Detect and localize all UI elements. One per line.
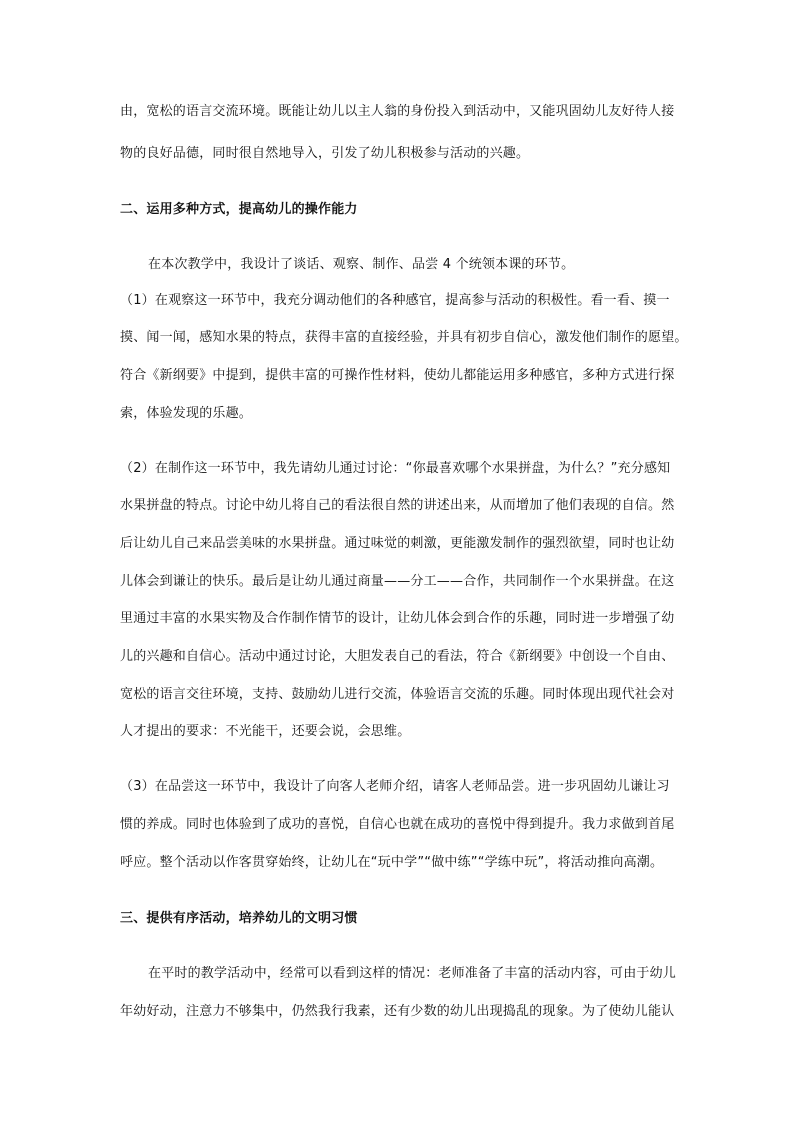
section-heading-2: 二、运用多种方式，提高幼儿的操作能力 xyxy=(120,202,358,217)
paragraph-line: （3）在品尝这一环节中，我设计了向客人老师介绍，请客人老师品尝。进一步巩固幼儿谦让习 xyxy=(120,779,670,794)
paragraph-line: 水果拼盘的特点。讨论中幼儿将自己的看法很自然的讲述出来，从而增加了他们表现的自信。然 xyxy=(120,498,675,513)
paragraph-line: 后让幼儿自己来品尝美味的水果拼盘。通过味觉的刺激，更能激发制作的强烈欲望，同时也让幼 xyxy=(120,536,675,551)
paragraph-line: 年幼好动，注意力不够集中，仍然我行我素，还有少数的幼儿出现捣乱的现象。为了使幼儿能认 xyxy=(120,1004,675,1019)
paragraph-line: 在本次教学中，我设计了谈话、观察、制作、品尝 4 个统领本课的环节。 xyxy=(148,257,575,272)
paragraph-line: （2）在制作这一环节中，我先请幼儿通过讨论：“你最喜欢哪个水果拼盘，为什么？”充分感知 xyxy=(120,461,671,476)
paragraph-line: （1）在观察这一环节中，我充分调动他们的各种感官，提高参与活动的积极性。看一看、摸一 xyxy=(120,293,670,308)
paragraph-line: 物的良好品德，同时很自然地导入，引发了幼儿积极参与活动的兴趣。 xyxy=(120,146,530,161)
paragraph-line: 在平时的教学活动中，经常可以看到这样的情况：老师准备了丰富的活动内容，可由于幼儿 xyxy=(148,966,677,981)
paragraph-line: 摸、闻一闻，感知水果的特点，获得丰富的直接经验，并具有初步自信心，激发他们制作的愿望。 xyxy=(120,330,688,345)
paragraph-line: 索，体验发现的乐趣。 xyxy=(120,406,253,421)
paragraph-line: 由，宽松的语言交流环境。既能让幼儿以主人翁的身份投入到活动中，又能巩固幼儿友好待人接 xyxy=(120,104,675,119)
paragraph-line: 人才提出的要求：不光能干，还要会说，会思维。 xyxy=(120,724,411,739)
section-heading-3: 三、提供有序活动，培养幼儿的文明习惯 xyxy=(120,911,358,926)
paragraph-line: 惯的养成。同时也体验到了成功的喜悦，自信心也就在成功的喜悦中得到提升。我力求做到首尾 xyxy=(120,817,675,832)
paragraph-line: 儿的兴趣和自信心。活动中通过讨论，大胆发表自己的看法，符合《新纲要》中创设一个自由、 xyxy=(120,649,675,664)
paragraph-line: 宽松的语言交往环境，支持、鼓励幼儿进行交流，体验语言交流的乐趣。同时体现出现代社会对 xyxy=(120,687,675,702)
paragraph-line: 里通过丰富的水果实物及合作制作情节的设计，让幼儿体会到合作的乐趣，同时进一步增强了幼 xyxy=(120,611,675,626)
paragraph-line: 儿体会到谦让的快乐。最后是让幼儿通过商量——分工——合作，共同制作一个水果拼盘。在这 xyxy=(120,574,675,589)
paragraph-line: 呼应。整个活动以作客贯穿始终，让幼儿在“玩中学”“做中练”“学练中玩”，将活动推向高潮。 xyxy=(120,855,664,870)
paragraph-line: 符合《新纲要》中提到，提供丰富的可操作性材料，使幼儿都能运用多种感官，多种方式进行探 xyxy=(120,368,675,383)
